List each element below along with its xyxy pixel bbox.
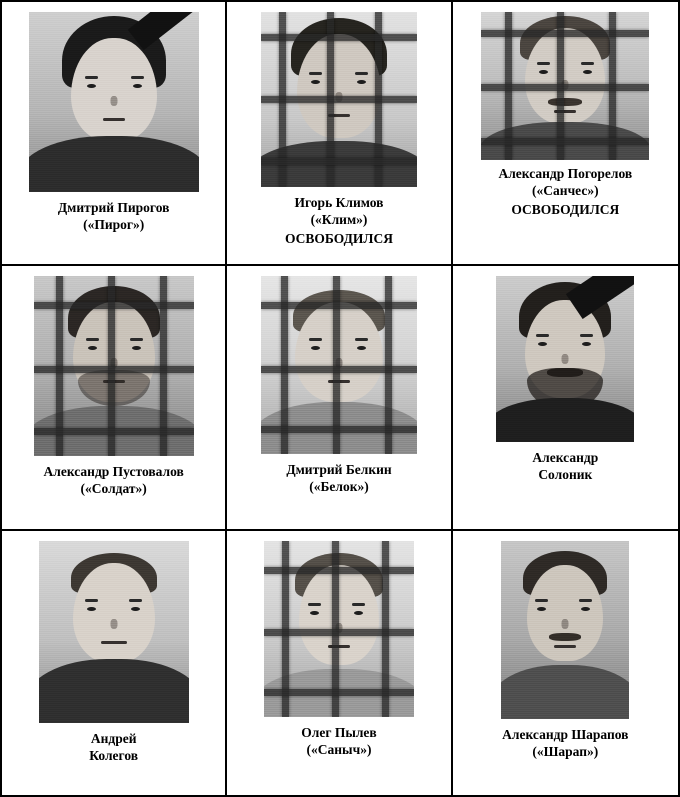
status-badge: ОСВОБОДИЛСЯ [511, 201, 620, 217]
person-name-line1: Александр Погорелов [498, 166, 633, 181]
caption-klimov [285, 195, 393, 248]
person-name-line1: Олег Пылев [301, 724, 377, 740]
grid-cell-belkin [227, 266, 452, 530]
caption-pogorelov [498, 166, 632, 219]
grid-cell-kolegov [2, 531, 227, 795]
portrait-photo-solonik [496, 276, 634, 442]
person-alias: («Шарап») [532, 743, 599, 759]
caption-pylev [301, 725, 376, 759]
person-surname: Колегов [89, 747, 139, 763]
grid-cell-solonik [453, 266, 678, 530]
caption-pirogov [58, 200, 170, 234]
grid-cell-pylev [227, 531, 452, 795]
photo-grain [501, 541, 629, 719]
caption-kolegov [89, 731, 138, 765]
person-name-line1: Игорь Климов [294, 195, 384, 210]
photo-grain [261, 276, 417, 454]
photo-grain [34, 276, 194, 456]
portrait-photo-pogorelov [481, 12, 649, 160]
photo-grain [481, 12, 649, 160]
person-alias: («Солдат») [80, 481, 147, 497]
grid-cell-pustovalov [2, 266, 227, 530]
grid-cell-klimov [227, 2, 452, 266]
caption-pustovalov [44, 464, 184, 498]
person-name-line1: Александр [532, 450, 599, 466]
portrait-photo-pylev [264, 541, 414, 717]
person-name-line1: Андрей [90, 730, 137, 746]
person-name-line1: Александр Пустовалов [43, 464, 184, 480]
person-alias: («Санчес») [532, 182, 599, 198]
person-name-line1: Дмитрий Пирогов [57, 200, 170, 215]
photo-grain [264, 541, 414, 717]
portrait-photo-pirogov [29, 12, 199, 192]
portrait-photo-sharapov [501, 541, 629, 719]
portrait-photo-pustovalov [34, 276, 194, 456]
grid-cell-pirogov [2, 2, 227, 266]
person-name-line1: Дмитрий Белкин [286, 462, 392, 478]
photo-grain [29, 12, 199, 192]
photo-grain [261, 12, 417, 187]
person-name-line1: Александр Шарапов [502, 726, 629, 742]
portrait-photo-kolegov [39, 541, 189, 723]
caption-belkin [286, 462, 391, 496]
caption-solonik [532, 450, 598, 484]
person-surname: Солоник [538, 467, 593, 483]
photo-grain [39, 541, 189, 723]
photo-grain [496, 276, 634, 442]
caption-sharapov [502, 727, 628, 761]
portrait-photo-klimov [261, 12, 417, 187]
person-alias: («Пирог») [83, 216, 145, 232]
person-alias: («Белок») [309, 479, 369, 495]
status-badge: ОСВОБОДИЛСЯ [285, 230, 393, 246]
grid-cell-sharapov [453, 531, 678, 795]
grid-cell-pogorelov [453, 2, 678, 266]
person-alias: («Саныч») [306, 741, 372, 757]
portrait-photo-belkin [261, 276, 417, 454]
person-alias: («Клим») [310, 211, 368, 227]
